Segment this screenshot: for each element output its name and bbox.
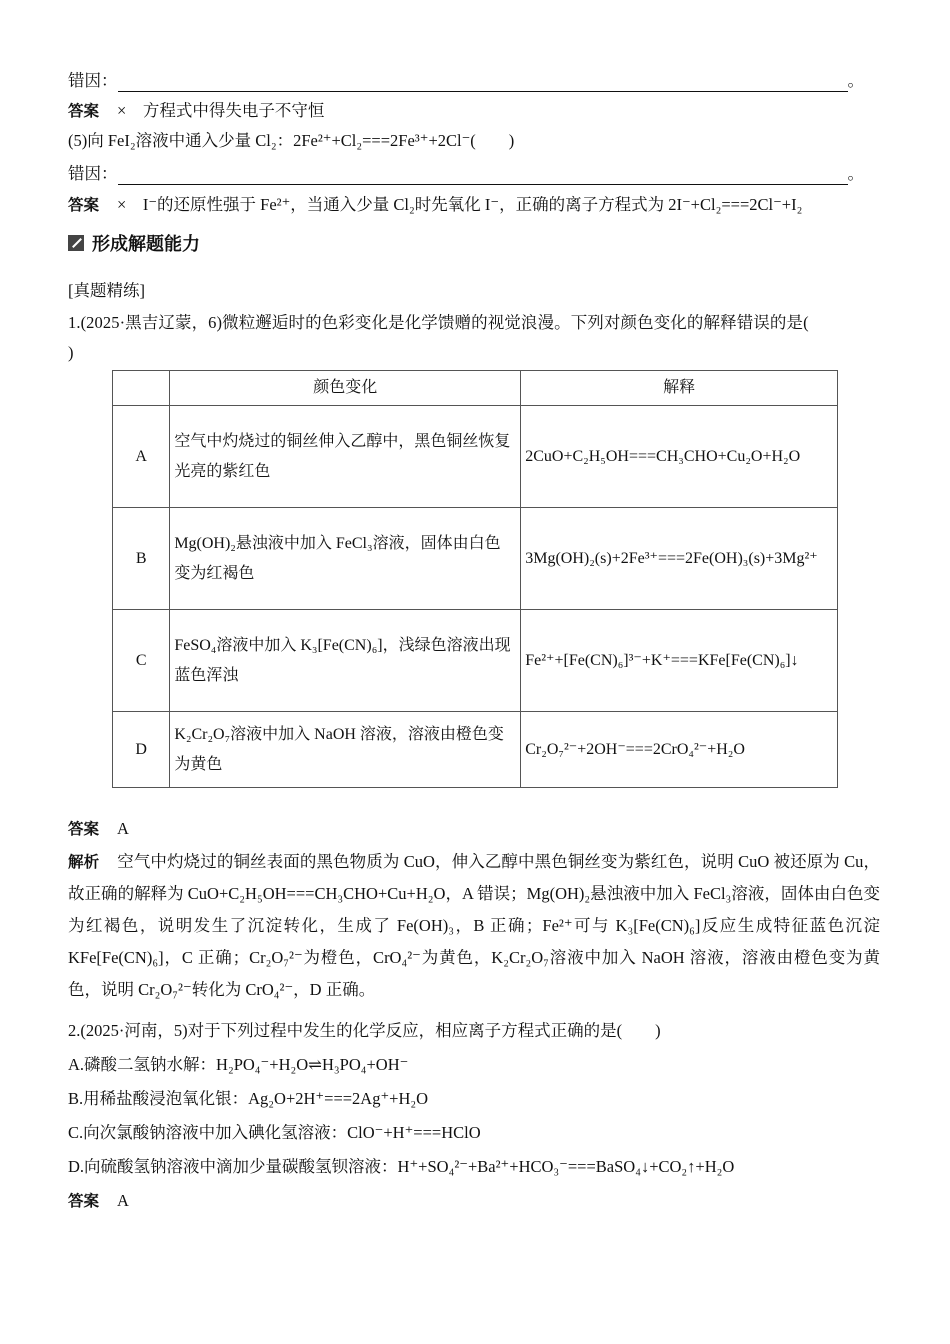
cause-line-5: 错因： 。: [68, 164, 864, 183]
row-explain: 3Mg(OH)₂(s)+2Fe³⁺===2Fe(OH)₃(s)+3Mg²⁺: [521, 508, 838, 610]
cause-line-4: 错因： 。: [68, 71, 864, 90]
analysis-label: 解析: [68, 853, 100, 871]
section-header: [68, 230, 200, 256]
row-explain: 2CuO+C₂H₅OH===CH₃CHO+Cu₂O+H₂O: [521, 406, 838, 508]
subsection-label: [真题精练]: [68, 281, 145, 300]
q1-answer: [68, 818, 129, 840]
section-title: 形成解题能力: [92, 234, 200, 255]
header-explain: 解释: [521, 371, 838, 406]
row-option: C: [113, 610, 170, 712]
answer-4: 答案 × 方程式中得失电子不守恒: [68, 101, 325, 120]
row-option: A: [113, 406, 170, 508]
q2-option-a: A.磷酸二氢钠水解：H₂PO₄⁻+H₂O⇌H₃PO₄+OH⁻: [68, 1055, 409, 1074]
row-option: B: [113, 508, 170, 610]
answer-blank[interactable]: [118, 168, 848, 185]
row-explain: Fe²⁺+[Fe(CN)₆]³⁻+K⁺===KFe[Fe(CN)₆]↓: [521, 610, 838, 712]
q2-option-c: C.向次氯酸钠溶液中加入碘化氢溶液：ClO⁻+H⁺===HClO: [68, 1123, 481, 1142]
answer-5: 答案 × I⁻的还原性强于 Fe²⁺，当通入少量 Cl₂时先氧化 I⁻，正确的离子方程式为 2I⁻+Cl₂===2Cl⁻+I₂: [68, 195, 803, 214]
q2-answer: [68, 1190, 129, 1212]
row-change: FeSO₄溶液中加入 K₃[Fe(CN)₆]，浅绿色溶液出现蓝色浑浊: [170, 610, 521, 712]
table-row: [113, 610, 838, 712]
answer-value: A: [117, 819, 129, 838]
answer-label: 答案: [68, 1192, 100, 1210]
table-row: [113, 406, 838, 508]
q2-option-b: B.用稀盐酸浸泡氧化银：Ag₂O+2H⁺===2Ag⁺+H₂O: [68, 1089, 429, 1108]
q2-option-d: D.向硫酸氢钠溶液中滴加少量碳酸氢钡溶液：H⁺+SO₄²⁻+Ba²⁺+HCO₃⁻===BaSO₄↓+CO₂↑+H₂O: [68, 1157, 735, 1176]
table-header-row: [113, 371, 838, 406]
answer-blank[interactable]: [118, 75, 848, 92]
table-row: [113, 508, 838, 610]
q1-stem: 1.(2025·黑吉辽蒙，6)微粒邂逅时的色彩变化是化学馈赠的视觉浪漫。下列对颜色变化的解释错误的是(: [68, 313, 809, 332]
header-change: 颜色变化: [170, 371, 521, 406]
q1-table: [112, 370, 838, 788]
pencil-icon: [68, 235, 84, 251]
q2-stem: 2.(2025·河南，5)对于下列过程中发生的化学反应，相应离子方程式正确的是( ): [68, 1021, 661, 1040]
row-change: K₂Cr₂O₇溶液中加入 NaOH 溶液，溶液由橙色变为黄色: [170, 712, 521, 788]
answer-value: A: [117, 1191, 129, 1210]
table-row: [113, 712, 838, 788]
row-change: 空气中灼烧过的铜丝伸入乙醇中，黑色铜丝恢复光亮的紫红色: [170, 406, 521, 508]
question-5: (5)向 FeI₂溶液中通入少量 Cl₂：2Fe²⁺+Cl₂===2Fe³⁺+2Cl⁻( ): [68, 131, 515, 150]
answer-label: 答案: [68, 196, 100, 214]
analysis-text: 空气中灼烧过的铜丝表面的黑色物质为 CuO，伸入乙醇中黑色铜丝变为紫红色，说明 CuO 被还原为 Cu，故正确的解释为 CuO+C₂H₅OH===CH₃CHO+Cu+H₂O，A 错误；Mg(OH)₂悬浊液中加入 FeCl₃溶液，固体由白色变为红褐色，说明发生了沉淀转化，生成了 Fe(OH)₃，B 正确；Fe²⁺可与 K₃[Fe(CN)₆]反应生成特征蓝色沉淀 KFe[Fe(CN)₆]，C 正确；Cr₂O₇²⁻为橙色，CrO₄²⁻为黄色，K₂Cr₂O₇溶液中加入 NaOH 溶液，溶液由橙色变为黄色，说明 Cr₂O₇²⁻转化为 CrO₄²⁻，D 正确。: [68, 852, 880, 999]
row-change: Mg(OH)₂悬浊液中加入 FeCl₃溶液，固体由白色变为红褐色: [170, 508, 521, 610]
answer-label: 答案: [68, 102, 100, 120]
q1-stem-end: ): [68, 343, 74, 362]
row-option: D: [113, 712, 170, 788]
row-explain: Cr₂O₇²⁻+2OH⁻===2CrO₄²⁻+H₂O: [521, 712, 838, 788]
answer-label: 答案: [68, 820, 100, 838]
q1-analysis: [68, 846, 880, 1006]
